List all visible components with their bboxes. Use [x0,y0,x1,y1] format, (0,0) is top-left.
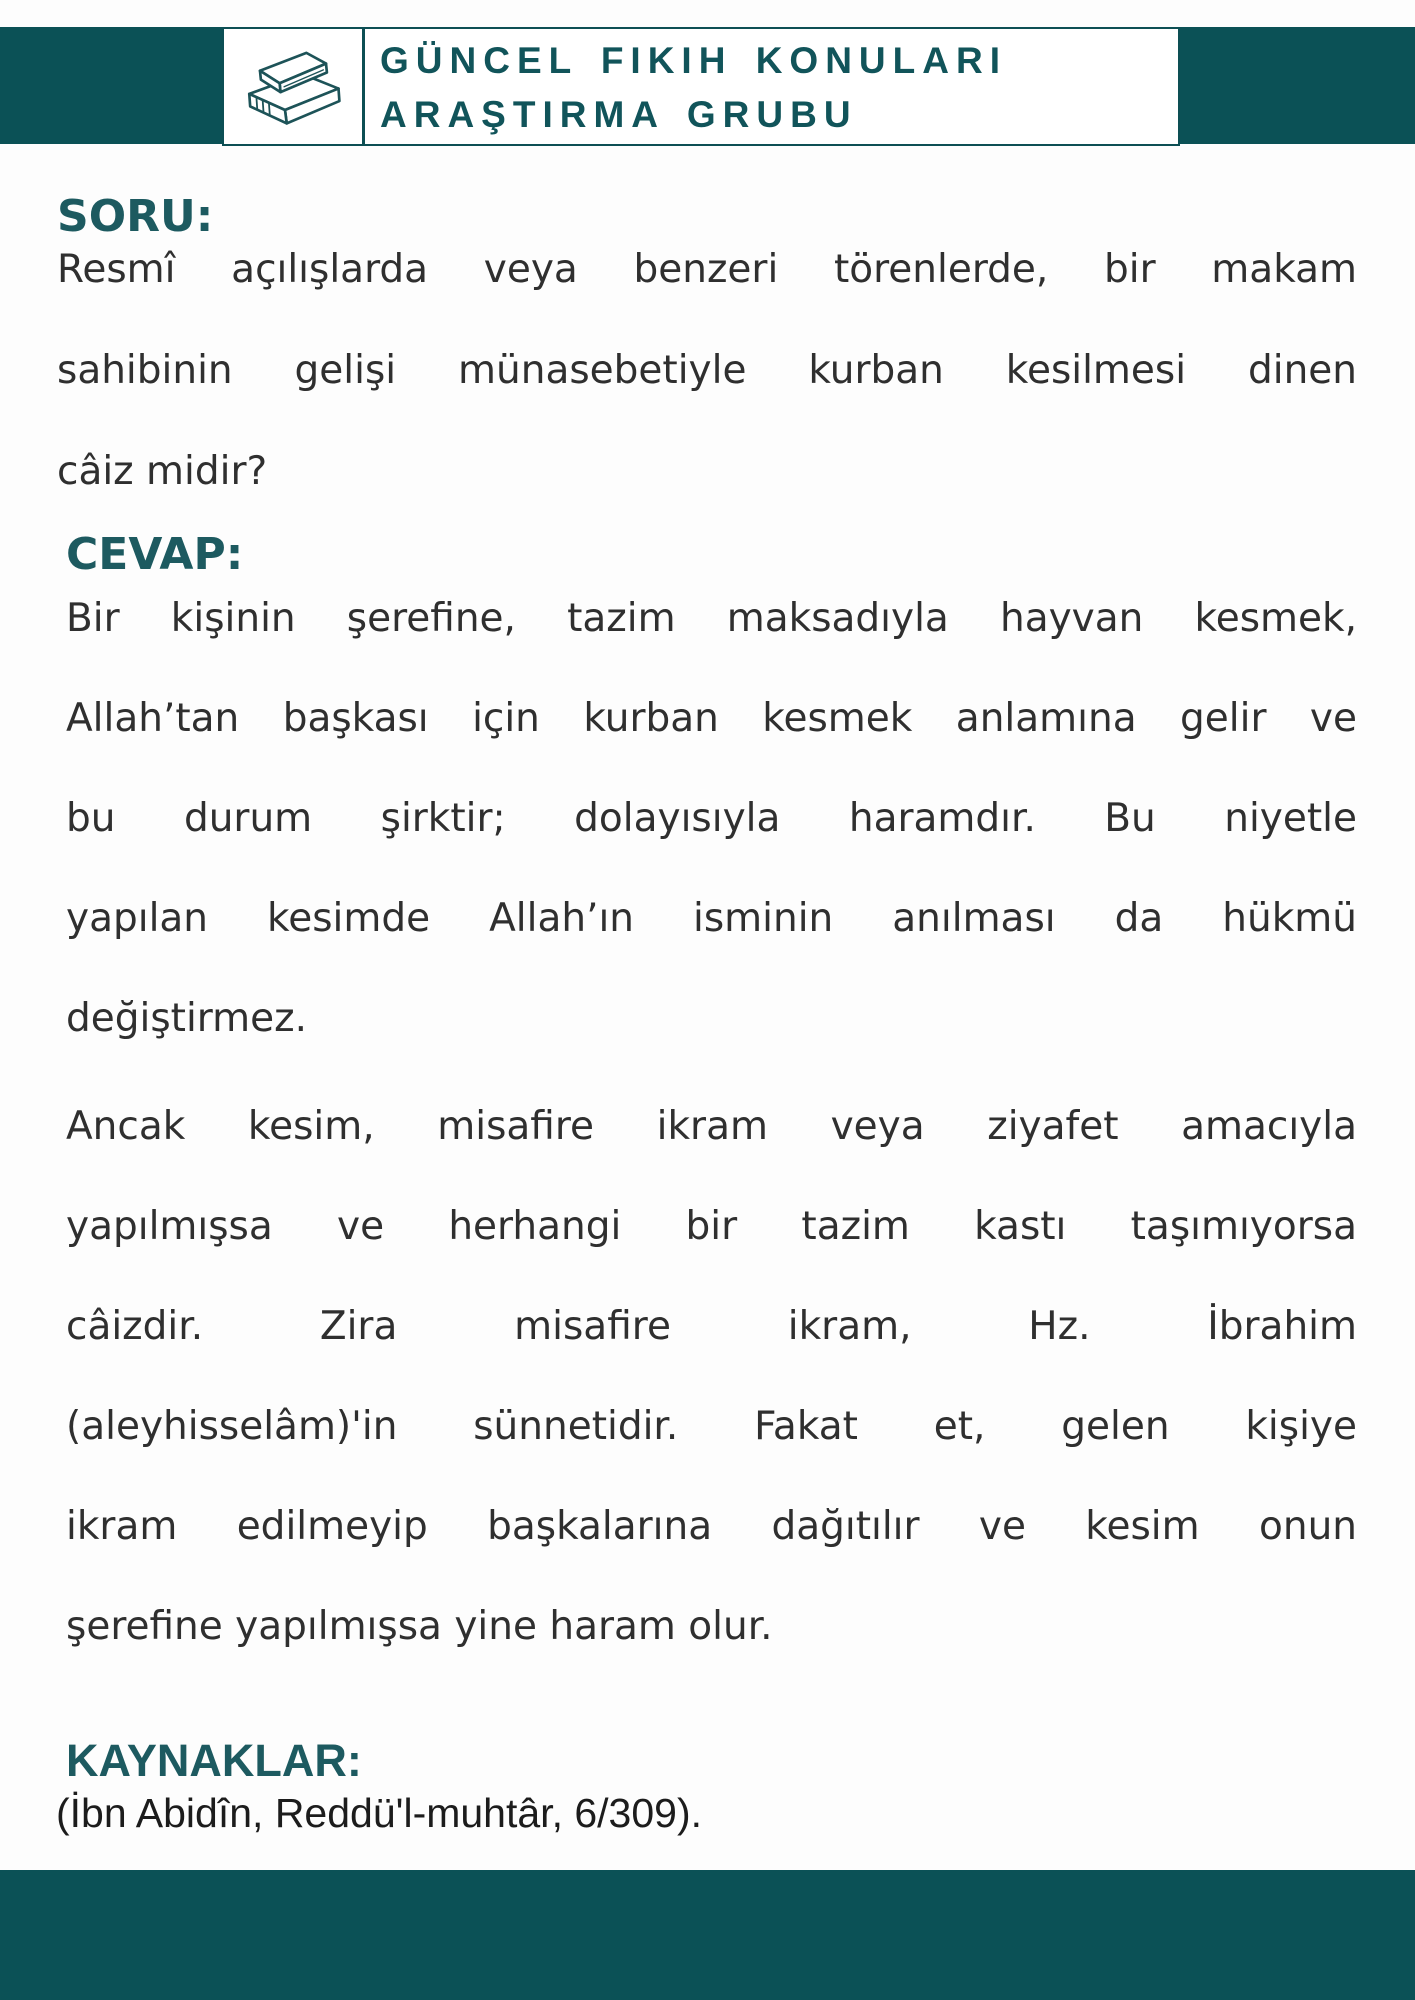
answer-line: yapılan kesimde Allah’ın isminin anılması da hükmü [66,896,1357,941]
answer-line: Bir kişinin şerefine, tazim maksadıyla hayvan kesmek, [66,596,1357,641]
answer-heading: CEVAP: [66,529,244,580]
answer-line: şerefine yapılmışsa yine haram olur. [66,1604,773,1649]
answer-line: yapılmışsa ve herhangi bir tazim kastı taşımıyorsa [66,1204,1357,1249]
answer-line: bu durum şirktir; dolayısıyla haramdır. Bu niyetle [66,796,1357,841]
question-line: câiz midir? [57,449,268,494]
brand-title-line1: GÜNCEL FIKIH KONULARI [380,40,1007,81]
answer-line: Allah’tan başkası için kurban kesmek anlamına gelir ve [66,696,1357,741]
answer-line: Ancak kesim, misafire ikram veya ziyafet amacıyla [66,1104,1357,1149]
answer-line: (aleyhisselâm)'in sünnetidir. Fakat et, gelen kişiye [66,1404,1357,1449]
answer-text [66,569,1357,1677]
brand-title [365,29,1178,144]
sources-heading: KAYNAKLAR: [66,1735,362,1786]
answer-line: ikram edilmeyip başkalarına dağıtılır ve kesim onun [66,1504,1357,1549]
question-text [57,219,1357,522]
answer-line: câizdir. Zira misafire ikram, Hz. İbrahim [66,1304,1357,1349]
footer-teal-bar [0,1870,1415,2000]
source-citation: (İbn Abidîn, Reddü'l-muhtâr, 6/309). [56,1790,702,1836]
question-line: sahibinin gelişi münasebetiyle kurban kesilmesi dinen [57,348,1357,393]
books-icon [235,34,351,140]
question-heading: SORU: [57,191,214,242]
brand-title-line2: ARAŞTIRMA GRUBU [380,94,858,135]
question-line: Resmî açılışlarda veya benzeri törenlerde, bir makam [57,247,1357,292]
brand-box [222,27,1180,146]
answer-line: değiştirmez. [66,996,307,1041]
brand-icon-cell [224,29,365,144]
